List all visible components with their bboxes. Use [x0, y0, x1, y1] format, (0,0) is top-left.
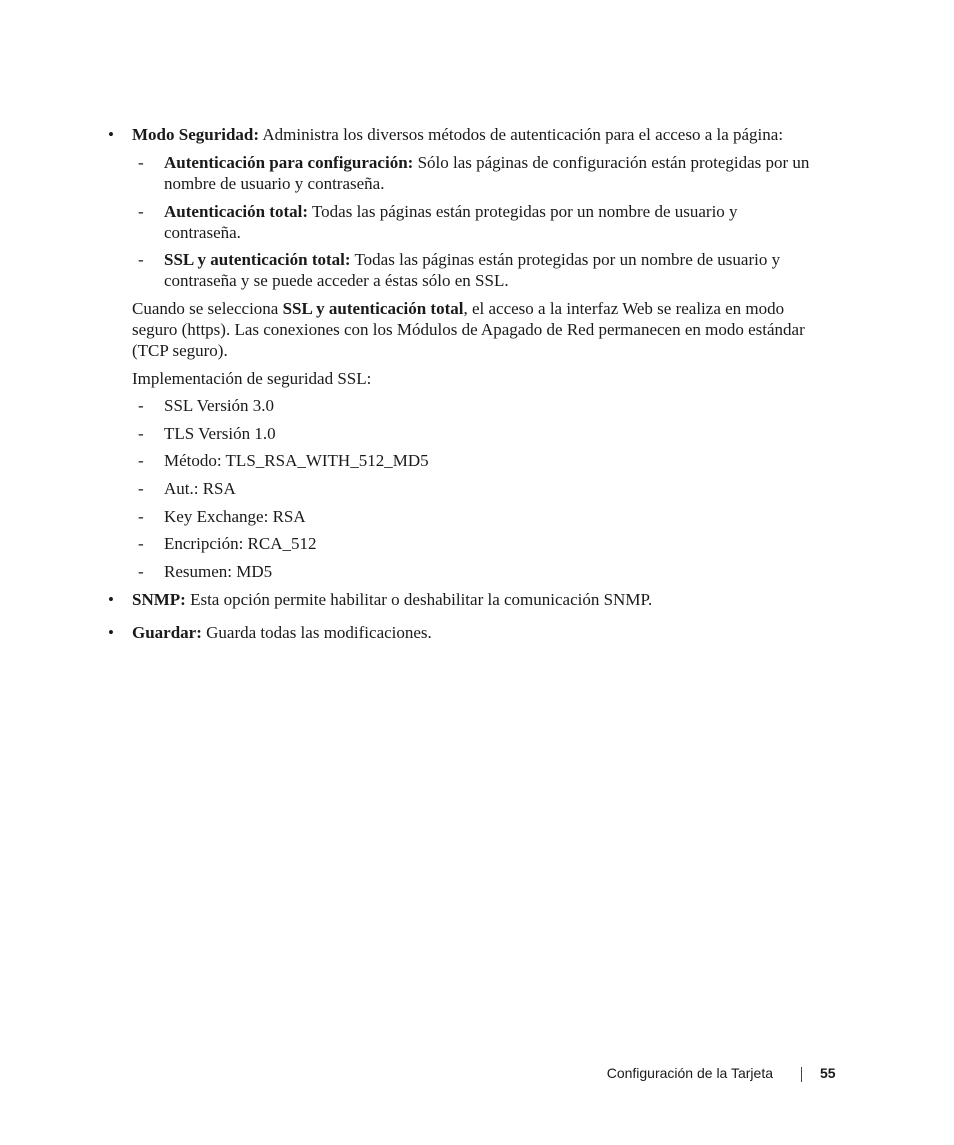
item-text: Guarda todas las modificaciones.: [201, 623, 432, 642]
sub-item-auth-total: [164, 201, 738, 222]
dash: -: [138, 153, 144, 172]
sub-item-ssl-auth: [164, 249, 780, 270]
dash: -: [138, 562, 144, 581]
impl-heading: Implementación de seguridad SSL:: [132, 369, 372, 388]
ssl-list-item: Método: TLS_RSA_WITH_512_MD5: [164, 451, 429, 470]
bullet: •: [108, 590, 114, 609]
page-number: 55: [820, 1065, 836, 1081]
dash: -: [138, 396, 144, 415]
dash: -: [138, 479, 144, 498]
sub-item-auth-config: [164, 152, 809, 173]
sub-label: Autenticación para configuración:: [164, 153, 414, 172]
footer-section-title: Configuración de la Tarjeta: [606, 1065, 773, 1081]
bullet: •: [108, 623, 114, 642]
dash: -: [138, 202, 144, 221]
sub-item-auth-total-cont: contraseña.: [164, 223, 241, 242]
item-label: Guardar:: [132, 623, 202, 642]
paragraph-line-1: [132, 298, 784, 319]
para-post: , el acceso a la interfaz Web se realiza en modo: [463, 299, 785, 318]
ssl-list-item: Key Exchange: RSA: [164, 507, 306, 526]
para-pre: Cuando se selecciona: [132, 299, 283, 318]
sub-label: Autenticación total:: [164, 202, 309, 221]
item-label: SNMP:: [132, 590, 186, 609]
para-bold: SSL y autenticación total: [282, 299, 464, 318]
footer-separator: [801, 1067, 802, 1082]
sub-text: Todas las páginas están protegidas por un nombre de usuario y: [350, 250, 781, 269]
ssl-list-item: Resumen: MD5: [164, 562, 273, 581]
dash: -: [138, 507, 144, 526]
list-item-guardar: [132, 622, 432, 643]
ssl-list-item: Encripción: RCA_512: [164, 534, 317, 553]
sub-label: SSL y autenticación total:: [164, 250, 351, 269]
dash: -: [138, 451, 144, 470]
bullet: •: [108, 125, 114, 144]
dash: -: [138, 424, 144, 443]
sub-item-auth-config-cont: nombre de usuario y contraseña.: [164, 174, 385, 193]
list-item-snmp: [132, 589, 652, 610]
dash: -: [138, 250, 144, 269]
paragraph-line-3: (TCP seguro).: [132, 341, 228, 360]
item-label: Modo Seguridad:: [132, 125, 260, 144]
ssl-list-item: Aut.: RSA: [164, 479, 236, 498]
item-text: Administra los diversos métodos de autenticación para el acceso a la página:: [259, 125, 784, 144]
paragraph-line-2: seguro (https). Las conexiones con los Módulos de Apagado de Red permanecen en modo estándar: [132, 320, 805, 339]
ssl-list-item: TLS Versión 1.0: [164, 424, 276, 443]
sub-text: Sólo las páginas de configuración están protegidas por un: [413, 153, 810, 172]
list-item-modo-seguridad: [132, 124, 783, 145]
item-text: Esta opción permite habilitar o deshabilitar la comunicación SNMP.: [185, 590, 653, 609]
sub-item-ssl-auth-cont: contraseña y se puede acceder a éstas sólo en SSL.: [164, 271, 509, 290]
sub-text: Todas las páginas están protegidas por un nombre de usuario y: [308, 202, 738, 221]
ssl-list-item: SSL Versión 3.0: [164, 396, 275, 415]
dash: -: [138, 534, 144, 553]
